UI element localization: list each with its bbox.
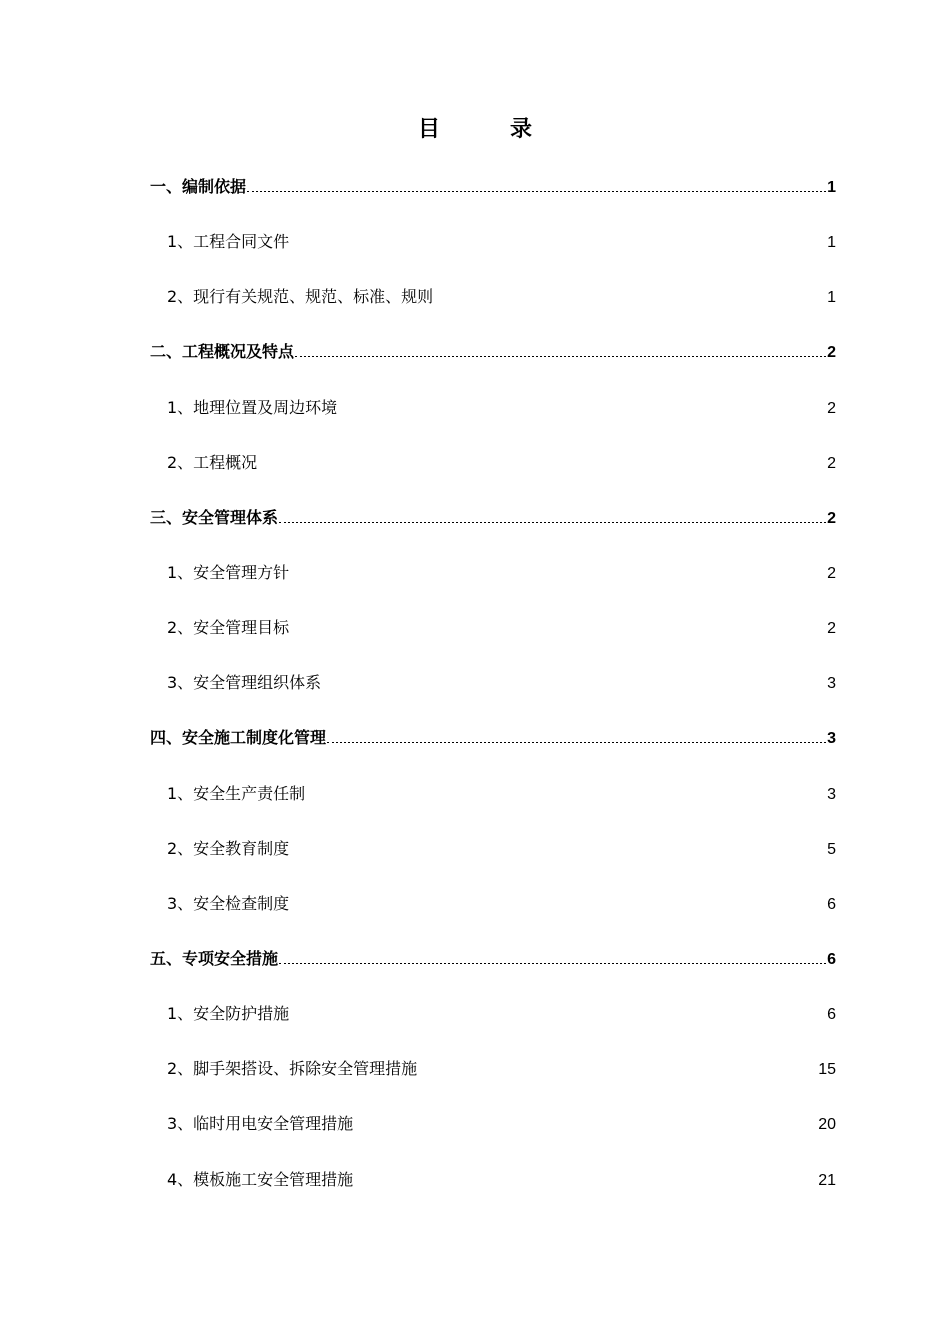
toc-page-number: 1 [827, 289, 836, 307]
toc-dot-leader [258, 467, 826, 468]
toc-subsection-entry[interactable] [150, 836, 836, 891]
toc-subsection-entry[interactable] [150, 1056, 836, 1111]
toc-entry-label: 五、专项安全措施 [150, 948, 279, 968]
toc-entry-label: 四、安全施工制度化管理 [150, 728, 327, 748]
toc-entry-label: 2、现行有关规范、规范、标准、规则 [167, 287, 434, 307]
toc-subsection-entry[interactable] [150, 615, 836, 670]
toc-entry-label: 3、临时用电安全管理措施 [167, 1114, 354, 1134]
toc-entry-label: 2、工程概况 [167, 452, 258, 472]
toc-list [150, 174, 836, 1222]
toc-page-number: 3 [827, 675, 836, 693]
toc-page-number: 2 [827, 344, 836, 362]
toc-page-number: 2 [827, 620, 836, 638]
toc-dot-leader [354, 1184, 817, 1185]
toc-subsection-entry[interactable] [150, 560, 836, 615]
toc-subsection-entry[interactable] [150, 670, 836, 725]
toc-dot-leader [434, 301, 826, 302]
toc-section-entry[interactable] [150, 725, 836, 780]
toc-entry-label: 3、安全管理组织体系 [167, 673, 322, 693]
toc-subsection-entry[interactable] [150, 1001, 836, 1056]
toc-page-number: 15 [818, 1061, 836, 1079]
toc-section-entry[interactable] [150, 339, 836, 394]
toc-title-char-1: 目 [417, 117, 440, 142]
toc-section-entry[interactable] [150, 505, 836, 560]
toc-dot-leader [295, 356, 826, 357]
toc-title [0, 114, 950, 146]
toc-subsection-entry[interactable] [150, 891, 836, 946]
toc-entry-label: 2、安全教育制度 [167, 838, 290, 858]
toc-section-entry[interactable] [150, 946, 836, 1001]
toc-dot-leader [290, 632, 826, 633]
toc-entry-label: 1、安全防护措施 [167, 1004, 290, 1024]
toc-dot-leader [322, 687, 826, 688]
toc-dot-leader [290, 1018, 826, 1019]
toc-entry-label: 4、模板施工安全管理措施 [167, 1169, 354, 1189]
toc-page-number: 3 [827, 785, 836, 803]
toc-entry-label: 2、脚手架搭设、拆除安全管理措施 [167, 1059, 418, 1079]
toc-page-number: 3 [827, 730, 836, 748]
toc-entry-label: 三、安全管理体系 [150, 507, 279, 527]
toc-subsection-entry[interactable] [150, 395, 836, 450]
toc-page-number: 1 [827, 234, 836, 252]
toc-page-number: 21 [818, 1171, 836, 1189]
toc-page-number: 2 [827, 509, 836, 527]
toc-dot-leader [279, 963, 826, 964]
toc-entry-label: 3、安全检查制度 [167, 893, 290, 913]
toc-section-entry[interactable] [150, 174, 836, 229]
toc-entry-label: 2、安全管理目标 [167, 618, 290, 638]
toc-subsection-entry[interactable] [150, 1111, 836, 1166]
toc-subsection-entry[interactable] [150, 229, 836, 284]
toc-dot-leader [418, 1073, 817, 1074]
toc-page-number: 6 [827, 1006, 836, 1024]
toc-title-char-2: 录 [510, 117, 533, 142]
toc-page-number: 5 [827, 840, 836, 858]
toc-entry-label: 1、安全生产责任制 [167, 783, 306, 803]
toc-dot-leader [279, 522, 826, 523]
toc-entry-label: 二、工程概况及特点 [150, 342, 295, 362]
toc-dot-leader [290, 853, 826, 854]
toc-entry-label: 一、编制依据 [150, 177, 247, 196]
toc-subsection-entry[interactable] [150, 450, 836, 505]
toc-entry-label: 1、地理位置及周边环境 [167, 397, 338, 417]
toc-dot-leader [306, 798, 826, 799]
toc-page-number: 6 [827, 950, 836, 968]
toc-dot-leader [290, 246, 826, 247]
toc-dot-leader [327, 742, 826, 743]
toc-entry-label: 1、安全管理方针 [167, 562, 290, 582]
toc-page-number: 20 [818, 1116, 836, 1134]
toc-dot-leader [290, 577, 826, 578]
toc-page-number: 6 [827, 895, 836, 913]
toc-page-number: 2 [827, 399, 836, 417]
toc-dot-leader [338, 412, 826, 413]
toc-page-number: 2 [827, 564, 836, 582]
toc-dot-leader [247, 191, 826, 192]
toc-entry-label: 1、工程合同文件 [167, 232, 290, 252]
toc-page-number: 1 [827, 179, 836, 196]
toc-dot-leader [290, 908, 826, 909]
toc-subsection-entry[interactable] [150, 284, 836, 339]
toc-page-number: 2 [827, 454, 836, 472]
toc-subsection-entry[interactable] [150, 1167, 836, 1222]
toc-dot-leader [354, 1128, 817, 1129]
toc-subsection-entry[interactable] [150, 781, 836, 836]
